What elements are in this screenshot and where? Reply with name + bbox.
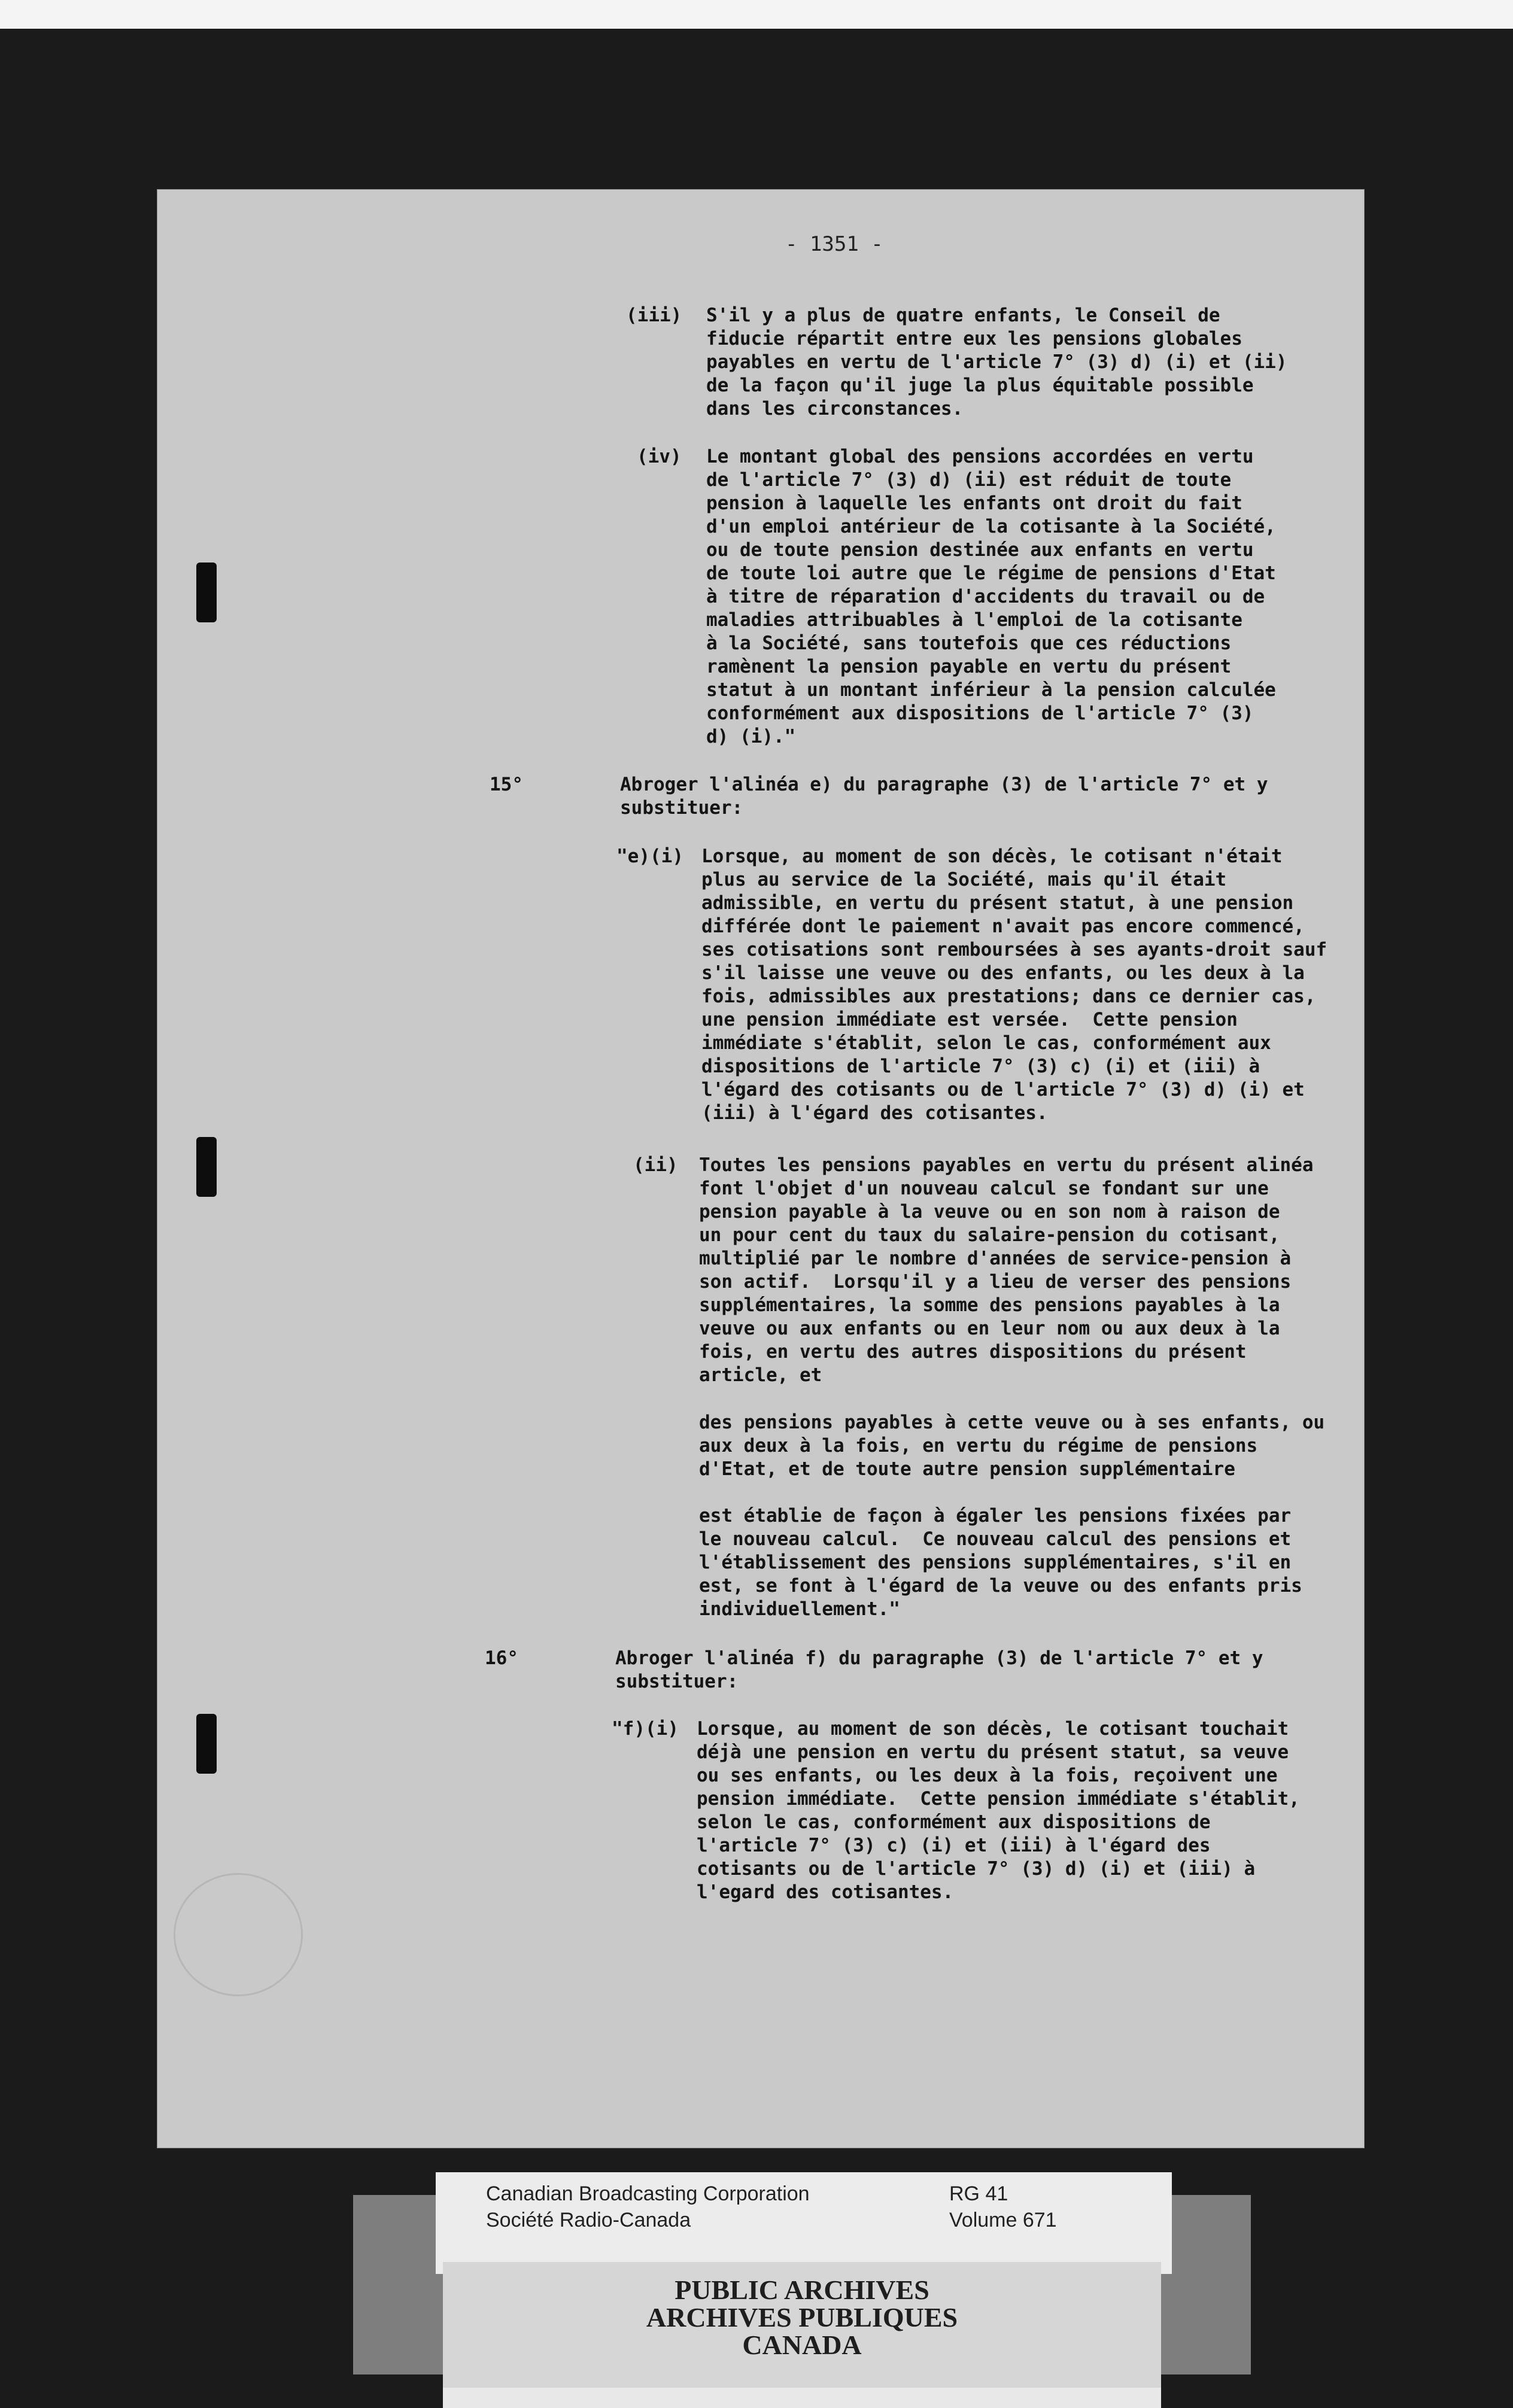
archive-line-1: PUBLIC ARCHIVES	[675, 2275, 929, 2305]
item-label: "e)(i)	[616, 846, 683, 867]
record-group: RG 41	[949, 2182, 1008, 2205]
archive-line-2: ARCHIVES PUBLIQUES	[646, 2302, 958, 2333]
paragraph-e-i: Lorsque, au moment de son décès, le cotisant n'était plus au service de la Société, mais qu'il était admissible, en vertu du présent statut, à une pension différée dont le paiement n'avait pas encore commencé, ses cotisations sont remboursées à ses ayants-droit sauf s'il laisse une veuve ou des enfants, ou les deux à la fois, admissibles aux prestations; dans ce dernier cas, une pension immédiate est versée. Cette pension immédiate s'établit, selon le cas, conformément aux dispositions de l'article 7° (3) c) (i) et (iii) à l'égard des cotisants ou de l'article 7° (3) d) (i) et (iii) à l'égard des cotisantes.	[701, 846, 1327, 1124]
section-16-intro: Abroger l'alinéa f) du paragraphe (3) de l'article 7° et y substituer:	[615, 1647, 1263, 1692]
section-number: 16°	[485, 1647, 518, 1669]
paragraph-e-ii: Toutes les pensions payables en vertu du présent alinéa font l'objet d'un nouveau calcul se fondant sur une pension payable à la veuve ou en son nom à raison de un pour cent du taux du salaire-pension du cotisant, multiplié par le nombre d'années de service-pension à son actif. Lorsqu'il y a lieu de verser des pensions supplémentaires, la somme des pensions payables à la veuve ou aux enfants ou en leur nom ou aux deux à la fois, en vertu des autres dispositions du présent article, et	[699, 1154, 1314, 1386]
paragraph-iii: S'il y a plus de quatre enfants, le Conseil de fiducie répartit entre eux les pensions globales payables en vertu de l'article 7° (3) d) (i) et (ii) de la façon qu'il juge la plus équitable possible dans les circonstances.	[706, 305, 1287, 419]
punch-hole	[196, 1137, 217, 1197]
item-label: "f)(i)	[612, 1718, 679, 1740]
film-edge-top	[0, 0, 1513, 29]
org-name-en: Canadian Broadcasting Corporation	[486, 2182, 810, 2205]
item-label: (iii)	[626, 305, 682, 326]
paragraph-conclusion: est établie de façon à égaler les pensions fixées par le nouveau calcul. Ce nouveau calcul des pensions et l'établissement des pensions supplémentaires, s'il en est, se font à l'égard de la veuve ou des enfants pris individuellement."	[699, 1505, 1302, 1620]
archive-line-3: CANADA	[742, 2330, 862, 2360]
section-number: 15°	[490, 774, 523, 795]
punch-hole	[196, 563, 217, 622]
item-label: (ii)	[633, 1154, 678, 1176]
section-15-intro: Abroger l'alinéa e) du paragraphe (3) de l'article 7° et y substituer:	[620, 774, 1268, 819]
paragraph-f-i: Lorsque, au moment de son décès, le cotisant touchait déjà une pension en vertu du présent statut, sa veuve ou ses enfants, ou les deux à la fois, reçoivent une pension immédiate. Cette pension immédiate s'établit, selon le cas, conformément aux dispositions de l'article 7° (3) c) (i) et (iii) à l'égard des cotisants ou de l'article 7° (3) d) (i) et (iii) à l'egard des cotisantes.	[697, 1718, 1300, 1903]
page-number: - 1351 -	[785, 232, 883, 256]
paragraph-continuation: des pensions payables à cette veuve ou à ses enfants, ou aux deux à la fois, en vertu du régime de pensions d'Etat, et de toute autre pension supplémentaire	[699, 1412, 1325, 1480]
volume-number: Volume 671	[949, 2209, 1057, 2231]
punch-hole	[196, 1714, 217, 1774]
faded-stamp	[174, 1873, 303, 1996]
paragraph-iv: Le montant global des pensions accordées en vertu de l'article 7° (3) d) (ii) est réduit de toute pension à laquelle les enfants ont droit du fait d'un emploi antérieur de la cotisante à la Société, ou de toute pension destinée aux enfants en vertu de toute loi autre que le régime de pensions d'Etat à titre de réparation d'accidents du travail ou de maladies attribuables à l'emploi de la cotisante à la Société, sans toutefois que ces réductions ramènent la pension payable en vertu du présent statut à un montant inférieur à la pension calculée conformément aux dispositions de l'article 7° (3) d) (i)."	[706, 446, 1276, 747]
item-label: (iv)	[637, 446, 682, 467]
film-edge-bottom	[443, 2388, 1161, 2408]
org-name-fr: Société Radio-Canada	[486, 2209, 691, 2231]
